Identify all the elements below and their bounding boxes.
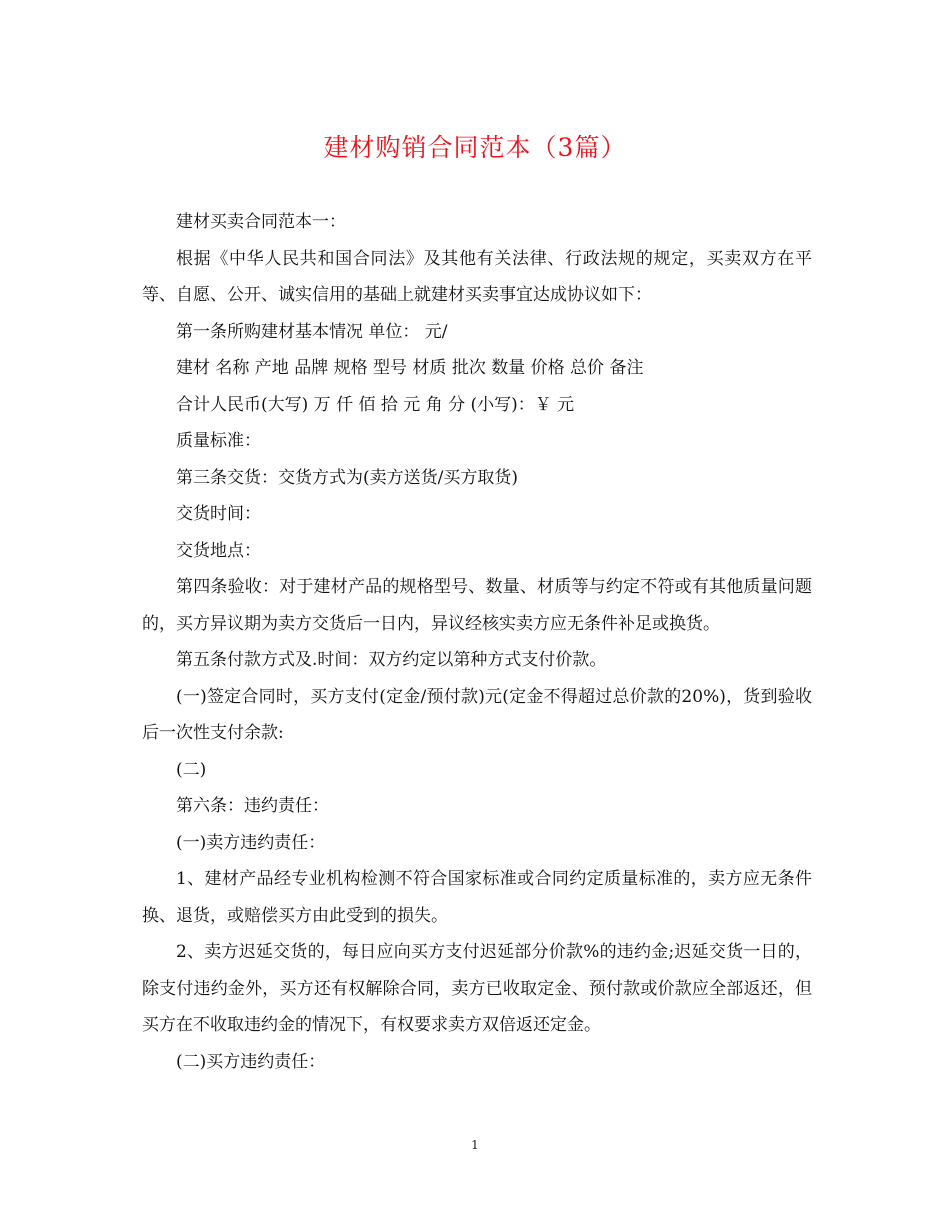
- paragraph: 第四条验收：对于建材产品的规格型号、数量、材质等与约定不符或有其他质量问题的，买方异议期为卖方交货后一日内，异议经核实卖方应无条件补足或换货。: [142, 577, 812, 634]
- paragraph: (二): [176, 759, 207, 780]
- paragraph: 2、卖方迟延交货的，每日应向买方支付迟延部分价款%的违约金;迟延交货一日的，除支付违约金外，买方还有权解除合同，卖方已收取定金、预付款或价款应全部返还，但买方在不收取违约金的情况下，有权要求卖方双倍返还定金。: [142, 942, 812, 1035]
- paragraph: 第一条所购建材基本情况 单位： 元/: [176, 321, 448, 342]
- paragraph: (一)卖方违约责任：: [176, 832, 326, 853]
- paragraph: 第三条交货：交货方式为(卖方送货/买方取货): [176, 467, 518, 488]
- paragraph: 质量标准：: [176, 431, 261, 451]
- paragraph: 1、建材产品经专业机构检测不符合国家标准或合同约定质量标准的，卖方应无条件换、退货，或赔偿买方由此受到的损失。: [142, 869, 812, 926]
- paragraph: 第五条付款方式及.时间：双方约定以第种方式支付价款。: [176, 650, 607, 670]
- paragraph: 交货地点：: [176, 540, 261, 561]
- paragraph: (二)买方违约责任：: [176, 1051, 326, 1072]
- paragraph: (一)签定合同时，买方支付(定金/预付款)元(定金不得超过总价款的20%)，货到验收后一次性支付余款:: [142, 686, 812, 743]
- paragraph: 建材买卖合同范本一：: [176, 212, 346, 232]
- document-title: 建材购销合同范本（3篇）: [323, 133, 627, 162]
- paragraph: 合计人民币(大写) 万 仟 佰 拾 元 角 分 (小写)：￥ 元: [176, 394, 575, 415]
- document-body: [142, 204, 812, 1080]
- paragraph: 第六条：违约责任：: [176, 796, 329, 816]
- paragraph: 根据《中华人民共和国合同法》及其他有关法律、行政法规的规定，买卖双方在平等、自愿、公开、诚实信用的基础上就建材买卖事宜达成协议如下：: [142, 248, 812, 305]
- paragraph: 交货时间：: [176, 504, 261, 524]
- page-number: 1: [471, 1138, 479, 1152]
- paragraph: 建材 名称 产地 品牌 规格 型号 材质 批次 数量 价格 总价 备注: [176, 358, 644, 378]
